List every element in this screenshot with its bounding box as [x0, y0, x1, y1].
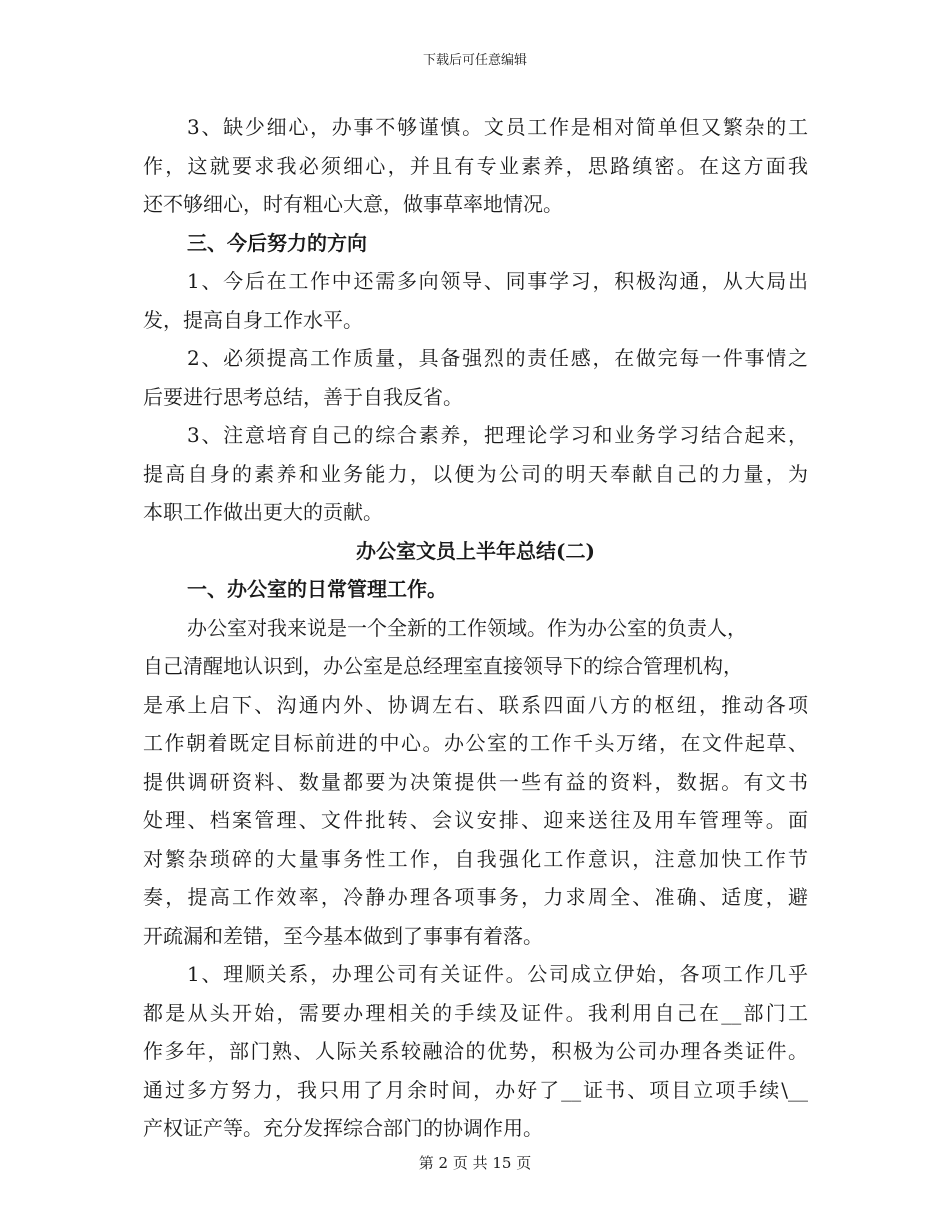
paragraph-line: 是承上启下、沟通内外、协调左右、联系四面八方的枢纽，推动各项: [143, 692, 808, 717]
paragraph-line: 都是从头开始，需要办理相关的手续及证件。我利用自己在__部门工: [143, 1000, 808, 1025]
paragraph-line: 1、今后在工作中还需多向领导、同事学习，积极沟通，从大局出: [187, 269, 808, 293]
paragraph-line: 1、理顺关系，办理公司有关证件。公司成立伊始，各项工作几乎: [187, 962, 808, 986]
paragraph-line: 3、注意培育自己的综合素养，把理论学习和业务学习结合起来，: [187, 423, 808, 447]
paragraph-line: 本职工作做出更大的贡献。: [143, 500, 383, 524]
page-footer: 第 2 页 共 15 页: [418, 1154, 532, 1172]
paragraph-line: 2、必须提高工作质量，具备强烈的责任感，在做完每一件事情之: [187, 346, 808, 370]
document-body: [143, 108, 808, 1148]
paragraph-line: 发，提高自身工作水平。: [143, 307, 363, 332]
paragraph-line: 后要进行思考总结，善于自我反省。: [143, 384, 463, 409]
paragraph-line: 还不够细心，时有粗心大意，做事草率地情况。: [143, 192, 563, 216]
paragraph-line: 产权证产等。充分发挥综合部门的协调作用。: [143, 1116, 543, 1140]
section-heading: 一、办公室的日常管理工作。: [187, 577, 447, 601]
paragraph-line: 作多年，部门熟、人际关系较融洽的优势，积极为公司办理各类证件。: [143, 1039, 808, 1063]
paragraph-line: 办公室对我来说是一个全新的工作领域。作为办公室的负责人，: [187, 615, 747, 640]
paragraph-line: 开疏漏和差错，至今基本做到了事事有着落。: [143, 923, 543, 948]
paragraph-line: 通过多方努力，我只用了月余时间，办好了__证书、项目立项手续\__: [143, 1077, 808, 1102]
paragraph-line: 工作朝着既定目标前进的中心。办公室的工作千头万绪，在文件起草、: [143, 731, 808, 755]
paragraph-line: 提高自身的素养和业务能力，以便为公司的明天奉献自己的力量，为: [143, 461, 808, 486]
paragraph-line: 3、缺少细心，办事不够谨慎。文员工作是相对简单但又繁杂的工: [187, 115, 808, 139]
paragraph-line: 奏，提高工作效率，冷静办理各项事务，力求周全、准确、适度，避: [143, 885, 808, 909]
paragraph-line: 处理、档案管理、文件批转、会议安排、迎来送往及用车管理等。面: [143, 808, 808, 832]
paragraph-line: 提供调研资料、数量都要为决策提供一些有益的资料，数据。有文书: [143, 769, 808, 794]
section-heading: 三、今后努力的方向: [187, 230, 367, 255]
paragraph-line: 对繁杂琐碎的大量事务性工作，自我强化工作意识，注意加快工作节: [143, 846, 808, 871]
page-header: 下载后可任意编辑: [422, 53, 527, 68]
document-title: 办公室文员上半年总结(二): [356, 538, 595, 563]
paragraph-line: 自己清醒地认识到，办公室是总经理室直接领导下的综合管理机构，: [143, 654, 743, 678]
paragraph-line: 作，这就要求我必须细心，并且有专业素养，思路缜密。在这方面我: [143, 153, 808, 178]
